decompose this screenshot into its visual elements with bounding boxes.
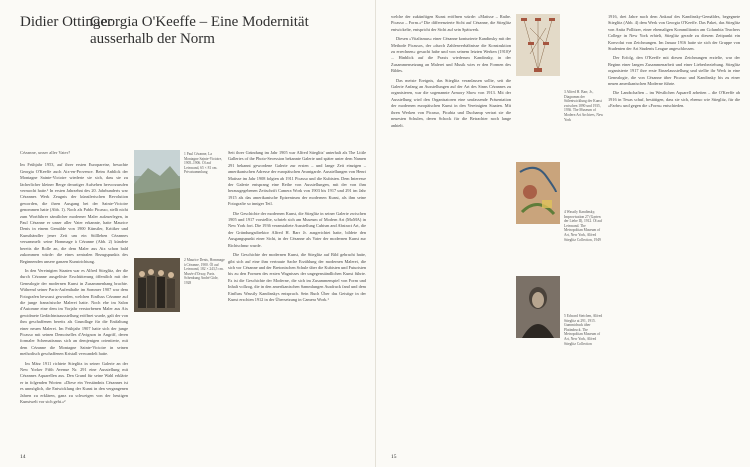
caption-text: Edward Steichen, Alfred Stieglitz at 291, 1915. Gummidruck über Platindruck. The Metropolitan Museum of Art, New York, Alfred Stieglitz Collection — [564, 314, 603, 346]
caption-text: Paul Cézanne, La Montagne Sainte-Victoire, 1905–1906. Öl auf Leinwand, 65 × 81 cm. Privatsammlung — [184, 152, 223, 175]
figure-number: 4 — [564, 210, 566, 214]
figure-1-caption — [184, 152, 226, 175]
figure-3-image — [516, 14, 560, 76]
essay-title: Georgia O'Keeffe – Eine Modernität ausserhalb der Norm — [90, 14, 309, 47]
paragraph: 1916, drei Jahre nach dem Ankauf des Kandinsky-Gemäldes, begegnete Stieglitz (Abb. 4) dem Werk von Georgia O'Keeffe. Das Paket, das Stieglitz von Anita Pollitzer, einer ehemaligen Kommilitonin am Columbia Teachers College in New York erhielt, Stieglitz gerade zu diesem Zeitpunkt ein Konvolut von Zeichnungen. Im Januar 1916 hatte sie sich der Gruppe von Studenten der Art Students League angeschlossen. — [608, 14, 740, 52]
figure-2-image — [134, 258, 180, 312]
paragraph: Das meiste Ereignis, das Stieglitz veranlassen sollte, seit die Galerie Anfang an Ausstellungen auf der Art des Sinns Cézannes zu organisieren, war die sogenannte Armory Show von 1913. Mit der Ausstellung wird den Organisatoren eine umfassende Präsentation der modernen europäischen Kunst in den Vereinigten Staaten. Mit ihren Werken von Picasso, Picabia und Duchamp vertrat sie die neuesten Schulen, deren Schock für die Betrachter noch lange anhielt. — [391, 77, 511, 128]
figure-5-image — [516, 276, 560, 338]
caption-text: Alfred H. Barr, Jr., Diagramm der Stilentwicklung der Kunst zwischen 1890 und 1935, 1936. The Museum of Modern Art Archives, New York — [564, 90, 604, 122]
figure-4-image — [516, 162, 560, 224]
figure-5-caption — [564, 314, 604, 346]
landscape-painting-icon — [134, 150, 180, 210]
figure-4-caption — [564, 210, 604, 242]
figure-2-caption — [184, 258, 226, 286]
left-text-column-2 — [228, 150, 366, 306]
diagram-icon — [516, 14, 560, 76]
caption-text: Wassily Kandinsky, Improvisation 27 (Garten der Liebe II), 1912. Öl auf Leinwand. The Metropolitan Museum of Art, New York, Alfred Stieglitz Collection, 1949 — [564, 210, 603, 242]
page-number: 15 — [391, 454, 397, 460]
left-text-column-1 — [20, 150, 128, 408]
paragraph: Der Erfolg, den O'Keeffe mit diesen Zeichnungen erzielte, war der Beginn einer langen Zusammenarbeit und einer Liebesbeziehung. Stieglitz organisierte 1917 ihre erste Einzelausstellung und stellte ihr Werk in eine Genealogie, die von Cézanne über Picasso und Kandinsky bis zu einer neuen amerikanischen Moderne führte. — [608, 55, 740, 87]
paragraph: Im Frühjahr 1953, auf ihrer ersten Europareise, besuchte Georgia O'Keeffe auch Aix-en-Provence. Beim Anblick der Montagne Sainte-Victoire wiederte sie sich, dass sie zu lächerlicher kleiner Berge derartiger Aufsehen hervorzurufen vermocht hatte.¹ In ersten Jahrzehnt des 20. Jahrhunderts war Cézannes Werk Zeugnis der künstlerischen Revolution geworden, die ihren Ausgang bei der Sainte-Victoire genommen hatte (Abb. 1). Noch als Pablo Picasso, stellt nicht zum Wortführer sämtlicher moderner Maler aufzuerlegen, in Paul Cézanne er unser aller Vater erkannte, hatte Maurice Denis in einem Gemälde von 1900 Künstler, Kritiker und Kunsthändler jener Zeit um ein Stillleben Cézannes versammelt: seine Hommage à Cézanne (Abb. 2) kündete bereits die Rolle an, die dem Maler aus Aix schon bald zukommen würde: die eines zentralen Bezugspunkts des Beginnenden unsere ganzen Kunstrichtung. — [20, 162, 128, 264]
paragraph: Die Geschichte der modernen Kunst, die Stieglitz auf Bild gebracht hatte, gibt sich auf eine ihm vertraute Sache Erzählung der modernen Malerei, die sich vor Cézanne und der Bretonischen Schule über die Kubisten und Futuristen bis zu den Formen des ersten Wagnisses der ungegenständlichen Kunst führte. Es ist die Geschichte der Moderne, die sich im Zusammenspiel von Form und Inhalt vollzog, die in den amerikanischen Sammlungen Ausdruck fand und dem Einfluss Wassily Kandinskys entsprach. Sein Buch Über das Geistige in der Kunst erschien 1912 in der Übersetzung in Camera Work.¹ — [228, 252, 366, 302]
figure-number: 5 — [564, 314, 566, 318]
paragraph: In den Vereinigten Staaten war es Alfred Stieglitz, der die durch Cézanne ausgelöste Erschütterung öffentlich mit der Genealogie der modernen Kunst in Zusammenhang brachte. Während seiner Paris-Aufenthalte im Sommer 1907 war dem Fotografen bewusst geworden, welchen Einfluss Cézanne auf die junge französische Malerei hatte. Noch ehe im Salon d'Automne eine dem im Vorjahr verstorbenen Maler aus Aix gewidmete Gedächtnisausstellung eröffnet wurde, galt der von ihm geschaffenen bereits als Grundlage für die Entfaltung einer neuen Malerei. Im Frühjahr 1907 hatte sich der junge Picasso mit seinen Demoiselles d'Avignon in Angriff, deren formaler Schematismus sich an demjenigen orientierte, mit dem Cézanne die Montagne Sainte-Victoire in seinen methodisch geschaffenen Kristall verwandelt hatte. — [20, 267, 128, 357]
paragraph: Im März 1911 richtete Stieglitz in seiner Galerie an der New Yorker Fifth Avenue Nr. 291 eine Ausstellung mit Cézannes Aquarellen aus. Den Grund für seine Wahl erklärte er in folgenden Worten: »Diese ein Verständnis Cézannes ist es unmöglich, die Entwicklung der Kunst in den vergangenen Jahren zu erklären, ganz zu schweigen von der heutigen Kunstwelt vor sich geht.«² — [20, 360, 128, 405]
right-text-column-2 — [608, 14, 740, 113]
figure-number: 2 — [184, 258, 186, 262]
epigraph: Cézanne, unser aller Vater? — [20, 150, 71, 155]
paragraph: Die Landschaften – im Westlichen Aquarell arbeiten – die O'Keeffe ab 1916 in Texas schuf, bestätigen, dass sie sich, ebenso wie Stieglitz, für die »Farbe« und gegen die »Form« entschieden. — [608, 90, 740, 109]
caption-text: Maurice Denis, Hommage à Cézanne, 1900. Öl auf Leinwand, 182 × 243,5 cm. Musée d'Orsay, Paris. Schenkung André Gide, 1928 — [184, 258, 225, 285]
author-name: Didier Ottinger — [20, 14, 113, 30]
abstract-painting-icon — [516, 162, 560, 224]
paragraph: welche der zukünftigen Kunst eröffnen würde: »Matisse – Rathe. Picasso – Form.«³ Die differenzierte Sicht auf Cézanne, die Stieglitz entwickelte, entspricht der Sicht auf sein Spätwerk. — [391, 14, 511, 32]
paragraph: Seit ihrer Gründung im Jahr 1905 war Alfred Stieglitz' unterhalt als The Little Galleries of the Photo-Secession bekannte Galerie und später unter dem Namen 291 bekannt gewordene Galerie zur ersten – und lange Zeit einzigen – amerikanischen Adresse der europäischen Avantgarde. Ausstellungen von Henri Matisse im Jahr 1908 folgten ab 1911 Picasso und die Kubisten. Dem Interesse der Galerie entsprang eine Reihe von Ausstellungen, mit der von ihm herausgegebenen Zeitschrift Camera Work von 1903 bis 1917 und 291 im Jahr 1915 als das amerikanische Epizentrum der modernen Kunst, als ihm seine Fotografie so inniger Teil. — [228, 150, 366, 207]
right-page — [375, 0, 750, 467]
paragraph: Diesen »Vitalismus« einer Cézanne konturierte Kandinsky mit der Methode Picassos, der »durch Zahlenverhältnisse die Konstruktion zu errechnen« gesucht habe und von seinem letzten Werken (1910)⁴ ... Hinblick auf die Praxis wiederum Kandinsky, in der Zusammensetzung an Malerei und Musik wies er den Formen des Bildes. — [391, 36, 511, 74]
right-text-column-1 — [391, 14, 511, 132]
figure-1-image — [134, 150, 180, 210]
figure-number: 1 — [184, 152, 186, 156]
paragraph: Die Geschichte der modernen Kunst, die Stieglitz in seiner Galerie zwischen 1905 und 1917 vorstellte, schrieb sich am Museum of Modern Art (MoMA) in New York fort. Die 1936 veranstaltete Ausstellung Cubism and Abstract Art, die der Gründungsdirektor Alfred H. Barr Jr. ausgerichtet hatte, bildete den Ausgangspunkt einer Sicht, in der Cézanne als Vater der modernen Kunst zur Richtschnur wurde. — [228, 210, 366, 248]
portrait-photo-icon — [516, 276, 560, 338]
page-number: 14 — [20, 454, 26, 460]
figure-3-caption — [564, 90, 604, 122]
figure-number: 3 — [564, 90, 566, 94]
group-portrait-icon — [134, 258, 180, 312]
